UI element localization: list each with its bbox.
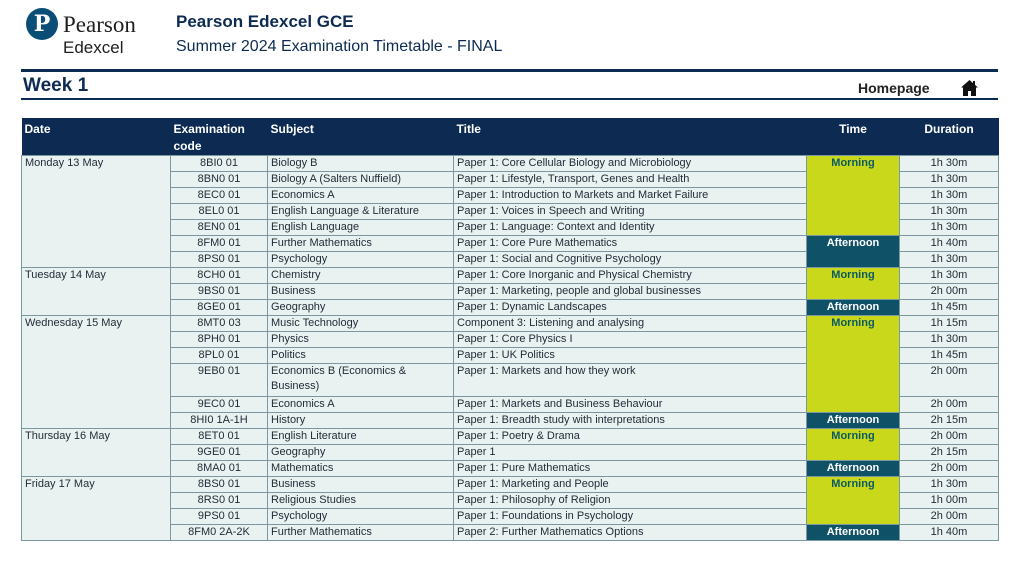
subject-cell: English Language: [268, 220, 454, 236]
exam-code-cell: 9EB0 01: [171, 364, 268, 397]
date-cell: Wednesday 15 May: [22, 316, 171, 429]
paper-title-cell: Paper 1: Foundations in Psychology: [454, 509, 807, 525]
exam-code-cell: 8FM0 01: [171, 236, 268, 252]
subject-cell: Economics A: [268, 397, 454, 413]
session-cell: Morning: [807, 316, 900, 413]
subject-cell: Geography: [268, 300, 454, 316]
session-cell: Afternoon: [807, 461, 900, 477]
duration-cell: 2h 00m: [900, 509, 999, 525]
duration-cell: 2h 15m: [900, 413, 999, 429]
session-cell: Morning: [807, 156, 900, 236]
exam-code-cell: 8PS0 01: [171, 252, 268, 268]
subject-cell: Business: [268, 284, 454, 300]
duration-cell: 2h 00m: [900, 461, 999, 477]
subject-cell: Physics: [268, 332, 454, 348]
duration-cell: 2h 00m: [900, 364, 999, 397]
duration-cell: 1h 30m: [900, 268, 999, 284]
duration-cell: 2h 00m: [900, 429, 999, 445]
paper-title-cell: Paper 1: Social and Cognitive Psychology: [454, 252, 807, 268]
week-heading: Week 1: [23, 75, 89, 96]
table-row: [22, 429, 999, 445]
paper-title-cell: Paper 1: Markets and Business Behaviour: [454, 397, 807, 413]
exam-code-cell: 8EL0 01: [171, 204, 268, 220]
paper-title-cell: Paper 1: Dynamic Landscapes: [454, 300, 807, 316]
subject-cell: Psychology: [268, 509, 454, 525]
paper-title-cell: Paper 1: Breadth study with interpretations: [454, 413, 807, 429]
subject-cell: Biology A (Salters Nuffield): [268, 172, 454, 188]
paper-title-cell: Paper 1: Core Physics I: [454, 332, 807, 348]
exam-code-cell: 8RS0 01: [171, 493, 268, 509]
column-header-duration: Duration: [900, 118, 999, 156]
paper-title-cell: Paper 1: UK Politics: [454, 348, 807, 364]
duration-cell: 1h 30m: [900, 220, 999, 236]
duration-cell: 1h 30m: [900, 188, 999, 204]
pearson-logo: [26, 8, 146, 58]
exam-code-cell: 9BS0 01: [171, 284, 268, 300]
date-cell: Friday 17 May: [22, 477, 171, 541]
subject-cell: History: [268, 413, 454, 429]
paper-title-cell: Paper 1: Marketing and People: [454, 477, 807, 493]
session-cell: Afternoon: [807, 236, 900, 268]
duration-cell: 1h 30m: [900, 204, 999, 220]
document-subtitle: Summer 2024 Examination Timetable - FINAL: [176, 38, 503, 55]
subject-cell: Economics B (Economics & Business): [268, 364, 454, 397]
duration-cell: 2h 00m: [900, 284, 999, 300]
paper-title-cell: Paper 1: Core Inorganic and Physical Chemistry: [454, 268, 807, 284]
table-header-row: [22, 118, 999, 156]
duration-cell: 1h 30m: [900, 252, 999, 268]
date-cell: Tuesday 14 May: [22, 268, 171, 316]
paper-title-cell: Paper 1: Core Cellular Biology and Microbiology: [454, 156, 807, 172]
exam-code-cell: 9EC0 01: [171, 397, 268, 413]
exam-code-cell: 8BN0 01: [171, 172, 268, 188]
exam-code-cell: 8MA0 01: [171, 461, 268, 477]
subject-cell: Geography: [268, 445, 454, 461]
subject-cell: Business: [268, 477, 454, 493]
column-header-title: Title: [454, 118, 807, 156]
pearson-logo-name: Pearson: [63, 12, 136, 37]
session-cell: Morning: [807, 268, 900, 300]
subject-cell: Mathematics: [268, 461, 454, 477]
paper-title-cell: Paper 1: Philosophy of Religion: [454, 493, 807, 509]
column-header-time: Time: [807, 118, 900, 156]
exam-code-cell: 8HI0 1A-1H: [171, 413, 268, 429]
table-row: [22, 268, 999, 284]
paper-title-cell: Paper 1: Introduction to Markets and Market Failure: [454, 188, 807, 204]
subject-cell: Religious Studies: [268, 493, 454, 509]
subject-cell: Economics A: [268, 188, 454, 204]
pearson-logo-mark: P: [26, 8, 58, 40]
duration-cell: 1h 00m: [900, 493, 999, 509]
paper-title-cell: Paper 1: Core Pure Mathematics: [454, 236, 807, 252]
column-header-code: Examination code: [171, 118, 268, 156]
duration-cell: 1h 40m: [900, 525, 999, 541]
session-cell: Afternoon: [807, 413, 900, 429]
column-header-subject: Subject: [268, 118, 454, 156]
session-cell: Morning: [807, 429, 900, 461]
header-divider: [21, 69, 998, 72]
edexcel-logo-name: Edexcel: [63, 38, 124, 57]
exam-code-cell: 8BI0 01: [171, 156, 268, 172]
exam-code-cell: 9GE0 01: [171, 445, 268, 461]
table-row: [22, 316, 999, 332]
paper-title-cell: Paper 1: Marketing, people and global businesses: [454, 284, 807, 300]
duration-cell: 1h 45m: [900, 300, 999, 316]
duration-cell: 1h 30m: [900, 477, 999, 493]
paper-title-cell: Paper 1: Poetry & Drama: [454, 429, 807, 445]
week-divider: [21, 98, 998, 100]
paper-title-cell: Paper 1: Markets and how they work: [454, 364, 807, 397]
subject-cell: English Language & Literature: [268, 204, 454, 220]
date-cell: Monday 13 May: [22, 156, 171, 268]
exam-code-cell: 8PH0 01: [171, 332, 268, 348]
subject-cell: Chemistry: [268, 268, 454, 284]
exam-code-cell: 8BS0 01: [171, 477, 268, 493]
subject-cell: Politics: [268, 348, 454, 364]
duration-cell: 1h 45m: [900, 348, 999, 364]
table-row: [22, 477, 999, 493]
duration-cell: 1h 40m: [900, 236, 999, 252]
paper-title-cell: Paper 1: Language: Context and Identity: [454, 220, 807, 236]
paper-title-cell: Component 3: Listening and analysing: [454, 316, 807, 332]
subject-cell: Biology B: [268, 156, 454, 172]
paper-title-cell: Paper 2: Further Mathematics Options: [454, 525, 807, 541]
exam-code-cell: 8GE0 01: [171, 300, 268, 316]
document-title: Pearson Edexcel GCE: [176, 12, 354, 31]
homepage-link[interactable]: Homepage: [858, 80, 930, 96]
duration-cell: 2h 00m: [900, 397, 999, 413]
home-icon[interactable]: [960, 79, 979, 97]
subject-cell: Music Technology: [268, 316, 454, 332]
timetable-table: [21, 118, 999, 541]
exam-code-cell: 8ET0 01: [171, 429, 268, 445]
exam-code-cell: 8FM0 2A-2K: [171, 525, 268, 541]
date-cell: Thursday 16 May: [22, 429, 171, 477]
duration-cell: 1h 30m: [900, 156, 999, 172]
paper-title-cell: Paper 1: [454, 445, 807, 461]
duration-cell: 2h 15m: [900, 445, 999, 461]
exam-code-cell: 8EN0 01: [171, 220, 268, 236]
exam-code-cell: 8CH0 01: [171, 268, 268, 284]
exam-code-cell: 8EC0 01: [171, 188, 268, 204]
duration-cell: 1h 30m: [900, 172, 999, 188]
exam-code-cell: 9PS0 01: [171, 509, 268, 525]
paper-title-cell: Paper 1: Voices in Speech and Writing: [454, 204, 807, 220]
duration-cell: 1h 30m: [900, 332, 999, 348]
paper-title-cell: Paper 1: Pure Mathematics: [454, 461, 807, 477]
duration-cell: 1h 15m: [900, 316, 999, 332]
exam-code-cell: 8MT0 03: [171, 316, 268, 332]
paper-title-cell: Paper 1: Lifestyle, Transport, Genes and Health: [454, 172, 807, 188]
session-cell: Morning: [807, 477, 900, 525]
timetable-body: [22, 156, 999, 541]
exam-code-cell: 8PL0 01: [171, 348, 268, 364]
subject-cell: English Literature: [268, 429, 454, 445]
subject-cell: Psychology: [268, 252, 454, 268]
column-header-date: Date: [22, 118, 171, 156]
subject-cell: Further Mathematics: [268, 525, 454, 541]
session-cell: Afternoon: [807, 300, 900, 316]
timetable: [21, 118, 998, 541]
subject-cell: Further Mathematics: [268, 236, 454, 252]
table-row: [22, 156, 999, 172]
session-cell: Afternoon: [807, 525, 900, 541]
